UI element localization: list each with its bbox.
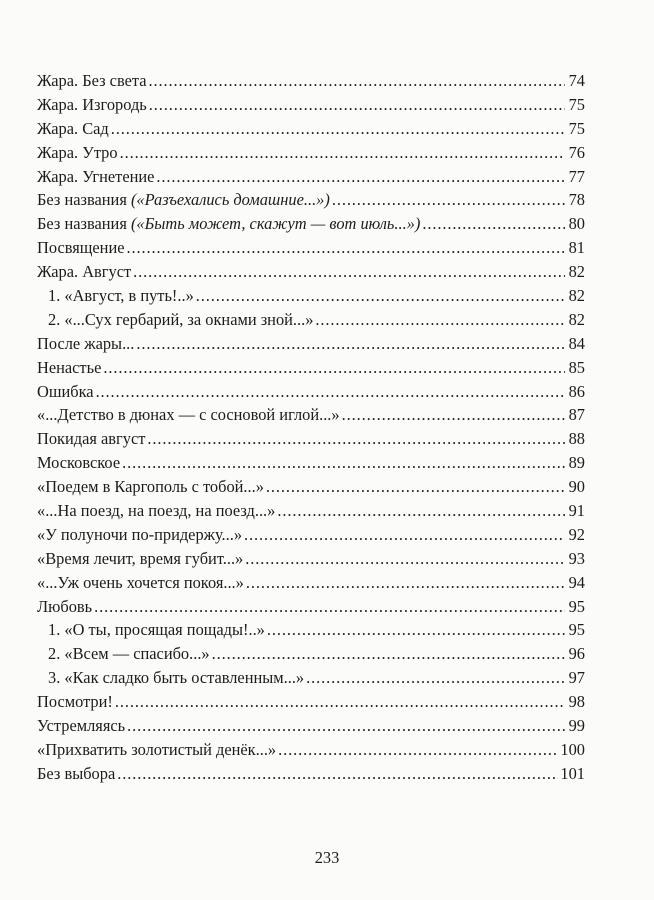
toc-entry-page: 77	[568, 166, 585, 186]
toc-entry-page: 101	[560, 763, 585, 783]
toc-entry-page: 95	[568, 596, 585, 616]
toc-entry	[37, 571, 585, 595]
toc-entry-title	[37, 141, 118, 165]
dot-leader	[422, 212, 565, 236]
dot-leader	[278, 738, 558, 762]
toc-entry-page: 91	[568, 501, 585, 521]
dot-leader	[111, 117, 565, 141]
toc-entry-title-text: 3. «Как сладко быть оставленным...»	[48, 668, 305, 688]
toc-entry	[37, 284, 585, 308]
toc-entry-page: 84	[568, 333, 585, 353]
toc-entry-page: 74	[568, 71, 585, 90]
dot-leader	[120, 141, 565, 165]
toc-entry-title-text: Ненастье	[37, 357, 102, 377]
toc-entry	[37, 427, 585, 451]
toc-entry-title	[37, 117, 109, 141]
toc-entry-title	[37, 380, 94, 404]
toc-entry-page: 76	[568, 142, 585, 162]
dot-leader	[196, 284, 565, 308]
toc-entry-title	[48, 308, 313, 332]
toc-entry-title	[48, 666, 304, 690]
toc-entry	[37, 738, 585, 762]
toc-entry	[37, 380, 585, 404]
toc-entry-page: 75	[568, 94, 585, 114]
dot-leader	[315, 308, 565, 332]
toc-entry	[37, 642, 585, 666]
dot-leader	[147, 427, 565, 451]
toc-entry	[37, 618, 585, 642]
toc-entry-title	[37, 165, 154, 189]
toc-entry-title-text: После жары...	[37, 333, 135, 353]
table-of-contents	[37, 69, 585, 786]
toc-entry-page: 81	[568, 238, 585, 258]
toc-entry-page: 82	[568, 309, 585, 329]
toc-entry-page: 94	[568, 572, 585, 592]
dot-leader	[306, 666, 565, 690]
dot-leader	[245, 547, 565, 571]
toc-entry-title	[48, 642, 210, 666]
dot-leader	[133, 260, 565, 284]
toc-entry-title-text: «Время лечит, время губит...»	[37, 548, 244, 568]
toc-entry-title	[37, 260, 131, 284]
toc-entry-title-text: Жара. Без света	[37, 71, 147, 90]
dot-leader	[246, 571, 565, 595]
toc-entry-title	[37, 188, 330, 212]
toc-entry-title	[37, 714, 125, 738]
toc-entry	[37, 212, 585, 236]
toc-entry-title	[37, 212, 420, 236]
toc-entry-title-text: Московское	[37, 453, 121, 473]
toc-entry	[37, 236, 585, 260]
toc-entry-page: 78	[568, 190, 585, 210]
toc-entry-title-text: Без названия	[37, 214, 131, 234]
toc-entry-page: 97	[568, 668, 585, 688]
toc-entry-title-text: 2. «Всем — спасибо...»	[48, 644, 210, 664]
page-number: 233	[314, 848, 340, 867]
toc-entry-title-text: Жара. Угнетение	[37, 166, 155, 186]
toc-entry-title	[37, 356, 101, 380]
toc-entry-page: 87	[568, 405, 585, 425]
toc-entry	[37, 714, 585, 738]
toc-entry-page: 82	[568, 262, 585, 282]
toc-entry-title-text: Покидая август	[37, 429, 146, 449]
toc-entry	[37, 451, 585, 475]
toc-entry-title	[37, 236, 125, 260]
dot-leader	[136, 332, 565, 356]
toc-entry-title	[37, 595, 92, 619]
toc-entry-title	[37, 475, 264, 499]
toc-entry	[37, 666, 585, 690]
toc-entry-page: 86	[568, 381, 585, 401]
toc-entry	[37, 595, 585, 619]
toc-entry-page: 75	[568, 118, 585, 138]
toc-entry-title-text: 1. «Август, в путь!..»	[48, 286, 194, 306]
toc-entry	[37, 690, 585, 714]
toc-entry	[37, 117, 585, 141]
toc-entry-title-text: Устремляясь	[37, 716, 126, 736]
toc-entry-title-text: Жара. Изгородь	[37, 94, 147, 114]
toc-entry-title-text: 1. «О ты, просящая пощады!..»	[48, 620, 265, 640]
dot-leader	[277, 499, 565, 523]
toc-entry-title-text: Ошибка	[37, 381, 94, 401]
toc-entry	[37, 93, 585, 117]
toc-entry-title-text: Посмотри!	[37, 692, 113, 712]
toc-entry-title-text: «У полуночи по-придержу...»	[37, 524, 243, 544]
toc-entry-page: 82	[568, 286, 585, 306]
dot-leader	[127, 714, 565, 738]
toc-entry-note: («Разъехались домашние...»)	[130, 190, 330, 210]
toc-entry-note: («Быть может, скажут — вот июль...»)	[130, 214, 421, 234]
toc-entry-title-text: «Прихватить золотистый денёк...»	[37, 739, 277, 759]
toc-entry-title	[37, 762, 115, 786]
dot-leader	[266, 475, 565, 499]
dot-leader	[156, 165, 565, 189]
toc-entry-title	[37, 690, 113, 714]
toc-entry	[37, 260, 585, 284]
toc-entry-title	[37, 332, 134, 356]
toc-entry-page: 95	[568, 620, 585, 640]
dot-leader	[342, 403, 565, 427]
toc-entry-title-text: Жара. Утро	[37, 142, 118, 162]
toc-entry-title	[37, 69, 147, 93]
toc-entry-page: 96	[568, 644, 585, 664]
dot-leader	[103, 356, 565, 380]
toc-entry-title-text: «...На поезд, на поезд, на поезд...»	[37, 501, 276, 521]
toc-entry	[37, 403, 585, 427]
toc-entry-title	[37, 93, 147, 117]
dot-leader	[332, 188, 565, 212]
toc-entry-page: 98	[568, 692, 585, 712]
toc-entry-title-text: Жара. Август	[37, 262, 132, 282]
toc-entry-title	[48, 284, 194, 308]
dot-leader	[96, 380, 565, 404]
toc-entry	[37, 69, 585, 93]
toc-entry-title-text: Без названия	[37, 190, 131, 210]
toc-entry	[37, 499, 585, 523]
toc-entry-title-text: Посвящение	[37, 238, 125, 258]
dot-leader	[149, 93, 565, 117]
toc-entry-page: 90	[568, 477, 585, 497]
toc-entry-page: 85	[568, 357, 585, 377]
toc-entry	[37, 475, 585, 499]
toc-entry-title-text: «...Детство в дюнах — с сосновой иглой...»	[37, 405, 340, 425]
toc-entry-title-text: Жара. Сад	[37, 118, 109, 138]
toc-entry	[37, 523, 585, 547]
toc-entry-title-text: 2. «...Сух гербарий, за окнами зной...»	[48, 309, 314, 329]
toc-entry	[37, 762, 585, 786]
toc-entry	[37, 188, 585, 212]
toc-entry	[37, 356, 585, 380]
dot-leader	[149, 69, 565, 93]
dot-leader	[94, 595, 565, 619]
toc-entry-title-text: Любовь	[37, 596, 93, 616]
toc-entry-page: 92	[568, 524, 585, 544]
toc-entry-title	[37, 499, 275, 523]
toc-entry-title	[37, 738, 276, 762]
toc-entry	[37, 332, 585, 356]
toc-entry-page: 80	[568, 214, 585, 234]
dot-leader	[115, 690, 565, 714]
toc-entry-title	[37, 427, 145, 451]
toc-entry-page: 99	[568, 716, 585, 736]
dot-leader	[212, 642, 565, 666]
dot-leader	[267, 618, 565, 642]
toc-entry-title-text: «Поедем в Каргополь с тобой...»	[37, 477, 264, 497]
toc-entry-title-text: Без выбора	[37, 763, 116, 783]
toc-entry-page: 93	[568, 548, 585, 568]
dot-leader	[122, 451, 565, 475]
toc-entry-title	[37, 523, 242, 547]
toc-entry-title-text: «...Уж очень хочется покоя...»	[37, 572, 244, 592]
dot-leader	[117, 762, 558, 786]
toc-entry	[37, 141, 585, 165]
toc-entry-title	[48, 618, 265, 642]
toc-entry-title	[37, 571, 244, 595]
toc-entry-page: 89	[568, 453, 585, 473]
toc-entry-page: 88	[568, 429, 585, 449]
toc-entry-title	[37, 451, 120, 475]
toc-entry-page: 100	[560, 739, 585, 759]
toc-entry	[37, 165, 585, 189]
toc-entry	[37, 547, 585, 571]
toc-entry-title	[37, 403, 340, 427]
toc-entry-title	[37, 547, 243, 571]
toc-entry	[37, 308, 585, 332]
dot-leader	[244, 523, 565, 547]
dot-leader	[127, 236, 566, 260]
